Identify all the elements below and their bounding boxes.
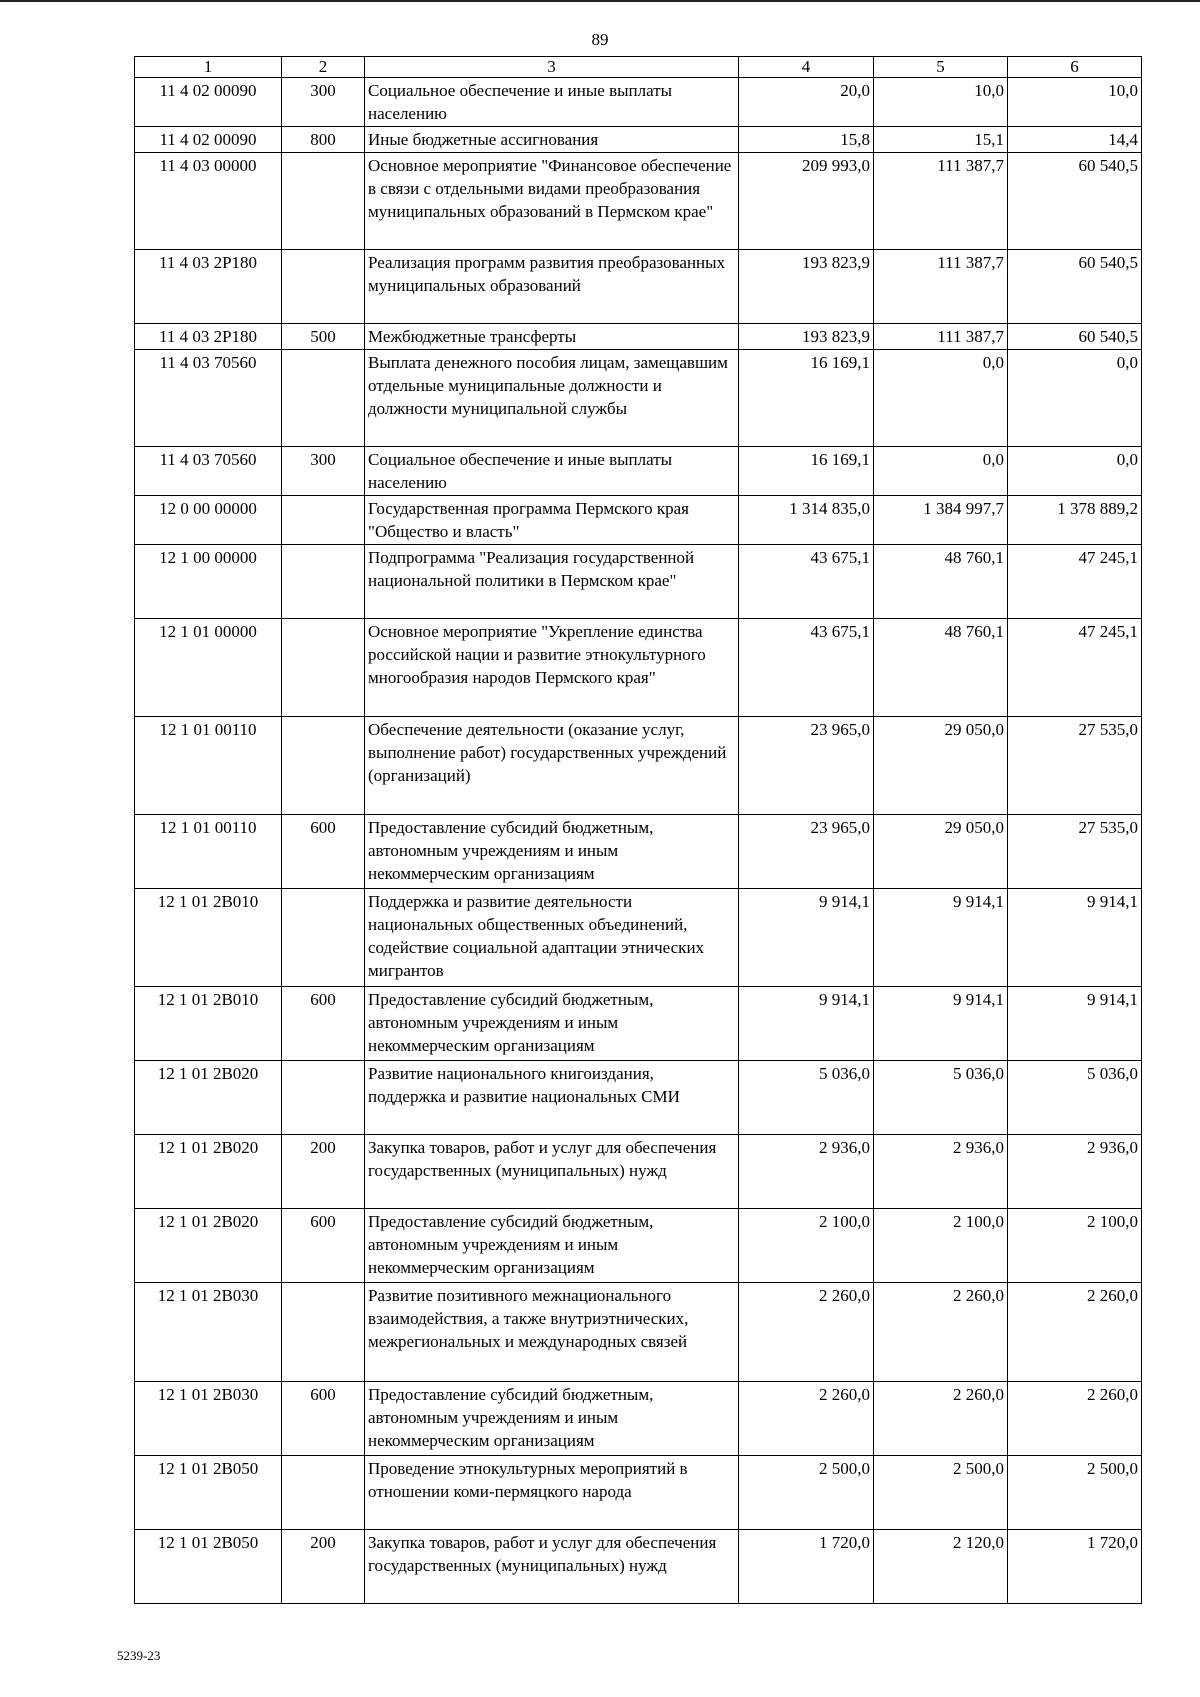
cell-value-6: 60 540,5 — [1008, 153, 1142, 250]
cell-value-5: 2 936,0 — [874, 1135, 1008, 1209]
cell-name: Социальное обеспечение и иные выплаты населению — [365, 78, 739, 127]
table-row — [135, 1530, 1142, 1604]
cell-value-5: 2 500,0 — [874, 1456, 1008, 1530]
cell-value-5: 48 760,1 — [874, 545, 1008, 619]
page-edge — [0, 0, 1200, 2]
table-row — [135, 1209, 1142, 1283]
cell-code: 12 1 01 2B050 — [135, 1456, 282, 1530]
cell-name: Основное мероприятие "Укрепление единства российской нации и развитие этнокультурного многообразия народов Пермского края" — [365, 619, 739, 717]
cell-value-4: 20,0 — [739, 78, 874, 127]
table-row — [135, 1135, 1142, 1209]
table-row — [135, 496, 1142, 545]
cell-expense-type — [282, 350, 365, 447]
cell-code: 12 1 01 00000 — [135, 619, 282, 717]
page-number: 89 — [591, 30, 609, 49]
cell-value-6: 47 245,1 — [1008, 619, 1142, 717]
table-row — [135, 619, 1142, 717]
col-header-5: 5 — [874, 57, 1008, 78]
cell-code: 11 4 02 00090 — [135, 78, 282, 127]
cell-value-6: 9 914,1 — [1008, 889, 1142, 987]
table-row — [135, 447, 1142, 496]
cell-value-6: 14,4 — [1008, 127, 1142, 153]
cell-value-6: 1 378 889,2 — [1008, 496, 1142, 545]
cell-name: Закупка товаров, работ и услуг для обеспечения государственных (муниципальных) нужд — [365, 1530, 739, 1604]
cell-value-6: 0,0 — [1008, 447, 1142, 496]
cell-code: 12 1 01 2B050 — [135, 1530, 282, 1604]
header-row — [135, 57, 1142, 78]
cell-value-4: 1 720,0 — [739, 1530, 874, 1604]
cell-name: Предоставление субсидий бюджетным, автономным учреждениям и иным некоммерческим организациям — [365, 1382, 739, 1456]
cell-value-4: 2 936,0 — [739, 1135, 874, 1209]
cell-expense-type — [282, 1283, 365, 1382]
cell-code: 12 1 01 2B020 — [135, 1061, 282, 1135]
cell-name: Иные бюджетные ассигнования — [365, 127, 739, 153]
cell-value-5: 15,1 — [874, 127, 1008, 153]
cell-value-5: 2 120,0 — [874, 1530, 1008, 1604]
table-row — [135, 1456, 1142, 1530]
cell-name: Обеспечение деятельности (оказание услуг, выполнение работ) государственных учреждений (организаций) — [365, 717, 739, 815]
table-row — [135, 1283, 1142, 1382]
cell-value-5: 111 387,7 — [874, 324, 1008, 350]
cell-value-5: 29 050,0 — [874, 717, 1008, 815]
cell-expense-type: 600 — [282, 987, 365, 1061]
cell-code: 12 1 01 2B020 — [135, 1209, 282, 1283]
budget-table — [134, 56, 1142, 1604]
cell-name: Предоставление субсидий бюджетным, автономным учреждениям и иным некоммерческим организациям — [365, 1209, 739, 1283]
cell-value-5: 0,0 — [874, 447, 1008, 496]
cell-expense-type — [282, 889, 365, 987]
table-row — [135, 545, 1142, 619]
cell-code: 11 4 03 70560 — [135, 447, 282, 496]
cell-expense-type: 200 — [282, 1135, 365, 1209]
cell-name: Социальное обеспечение и иные выплаты населению — [365, 447, 739, 496]
cell-value-5: 9 914,1 — [874, 987, 1008, 1061]
table-row — [135, 1061, 1142, 1135]
cell-code: 12 1 01 2B010 — [135, 987, 282, 1061]
cell-value-6: 5 036,0 — [1008, 1061, 1142, 1135]
cell-expense-type: 600 — [282, 815, 365, 889]
cell-value-6: 27 535,0 — [1008, 717, 1142, 815]
cell-value-6: 1 720,0 — [1008, 1530, 1142, 1604]
cell-name: Основное мероприятие "Финансовое обеспечение в связи с отдельными видами преобразования муниципальных образований в Пермском крае" — [365, 153, 739, 250]
cell-value-5: 111 387,7 — [874, 153, 1008, 250]
cell-value-6: 2 260,0 — [1008, 1382, 1142, 1456]
cell-expense-type — [282, 717, 365, 815]
cell-value-5: 111 387,7 — [874, 250, 1008, 324]
table-row — [135, 815, 1142, 889]
cell-value-4: 193 823,9 — [739, 324, 874, 350]
cell-value-6: 60 540,5 — [1008, 250, 1142, 324]
cell-code: 12 1 01 2B020 — [135, 1135, 282, 1209]
cell-expense-type: 200 — [282, 1530, 365, 1604]
cell-name: Развитие позитивного межнационального взаимодействия, а также внутриэтнических, межрегиональных и международных связей — [365, 1283, 739, 1382]
cell-value-4: 15,8 — [739, 127, 874, 153]
cell-value-5: 29 050,0 — [874, 815, 1008, 889]
cell-value-4: 16 169,1 — [739, 447, 874, 496]
cell-code: 12 1 01 2B010 — [135, 889, 282, 987]
cell-code: 12 1 01 00110 — [135, 717, 282, 815]
cell-value-6: 2 100,0 — [1008, 1209, 1142, 1283]
cell-expense-type: 300 — [282, 447, 365, 496]
cell-value-4: 2 500,0 — [739, 1456, 874, 1530]
cell-code: 11 4 03 2P180 — [135, 250, 282, 324]
cell-value-5: 2 260,0 — [874, 1382, 1008, 1456]
cell-value-4: 9 914,1 — [739, 889, 874, 987]
table-row — [135, 153, 1142, 250]
cell-expense-type: 800 — [282, 127, 365, 153]
cell-value-5: 2 260,0 — [874, 1283, 1008, 1382]
cell-value-6: 27 535,0 — [1008, 815, 1142, 889]
cell-value-5: 2 100,0 — [874, 1209, 1008, 1283]
cell-code: 12 0 00 00000 — [135, 496, 282, 545]
table-row — [135, 717, 1142, 815]
cell-code: 11 4 02 00090 — [135, 127, 282, 153]
table-row — [135, 324, 1142, 350]
cell-expense-type: 600 — [282, 1209, 365, 1283]
cell-name: Развитие национального книгоиздания, поддержка и развитие национальных СМИ — [365, 1061, 739, 1135]
cell-code: 11 4 03 00000 — [135, 153, 282, 250]
cell-code: 12 1 01 00110 — [135, 815, 282, 889]
cell-name: Реализация программ развития преобразованных муниципальных образований — [365, 250, 739, 324]
cell-value-6: 0,0 — [1008, 350, 1142, 447]
cell-expense-type — [282, 1061, 365, 1135]
cell-expense-type — [282, 1456, 365, 1530]
cell-name: Подпрограмма "Реализация государственной национальной политики в Пермском крае" — [365, 545, 739, 619]
cell-value-4: 2 100,0 — [739, 1209, 874, 1283]
cell-expense-type — [282, 619, 365, 717]
col-header-2: 2 — [282, 57, 365, 78]
col-header-3: 3 — [365, 57, 739, 78]
col-header-4: 4 — [739, 57, 874, 78]
cell-expense-type: 600 — [282, 1382, 365, 1456]
cell-value-4: 2 260,0 — [739, 1283, 874, 1382]
cell-name: Проведение этнокультурных мероприятий в отношении коми-пермяцкого народа — [365, 1456, 739, 1530]
col-header-1: 1 — [135, 57, 282, 78]
cell-name: Закупка товаров, работ и услуг для обеспечения государственных (муниципальных) нужд — [365, 1135, 739, 1209]
cell-code: 11 4 03 2P180 — [135, 324, 282, 350]
cell-expense-type — [282, 496, 365, 545]
cell-name: Предоставление субсидий бюджетным, автономным учреждениям и иным некоммерческим организациям — [365, 815, 739, 889]
cell-code: 12 1 01 2B030 — [135, 1283, 282, 1382]
cell-name: Межбюджетные трансферты — [365, 324, 739, 350]
cell-value-4: 5 036,0 — [739, 1061, 874, 1135]
cell-value-4: 1 314 835,0 — [739, 496, 874, 545]
cell-value-4: 43 675,1 — [739, 619, 874, 717]
cell-expense-type — [282, 545, 365, 619]
col-header-6: 6 — [1008, 57, 1142, 78]
cell-value-6: 10,0 — [1008, 78, 1142, 127]
cell-value-5: 0,0 — [874, 350, 1008, 447]
cell-value-5: 5 036,0 — [874, 1061, 1008, 1135]
table-row — [135, 889, 1142, 987]
document-code: 5239-23 — [117, 1648, 161, 1663]
cell-value-6: 2 936,0 — [1008, 1135, 1142, 1209]
cell-value-6: 2 260,0 — [1008, 1283, 1142, 1382]
cell-value-6: 2 500,0 — [1008, 1456, 1142, 1530]
cell-value-4: 43 675,1 — [739, 545, 874, 619]
cell-expense-type: 500 — [282, 324, 365, 350]
cell-expense-type — [282, 153, 365, 250]
cell-value-6: 60 540,5 — [1008, 324, 1142, 350]
table-row — [135, 350, 1142, 447]
cell-name: Предоставление субсидий бюджетным, автономным учреждениям и иным некоммерческим организациям — [365, 987, 739, 1061]
cell-value-4: 23 965,0 — [739, 717, 874, 815]
cell-value-5: 48 760,1 — [874, 619, 1008, 717]
cell-value-6: 47 245,1 — [1008, 545, 1142, 619]
cell-expense-type: 300 — [282, 78, 365, 127]
cell-value-5: 1 384 997,7 — [874, 496, 1008, 545]
cell-name: Выплата денежного пособия лицам, замещавшим отдельные муниципальные должности и должности муниципальной службы — [365, 350, 739, 447]
cell-code: 12 1 01 2B030 — [135, 1382, 282, 1456]
cell-value-4: 9 914,1 — [739, 987, 874, 1061]
cell-name: Поддержка и развитие деятельности национальных общественных объединений, содействие социальной адаптации этнических мигрантов — [365, 889, 739, 987]
cell-name: Государственная программа Пермского края "Общество и власть" — [365, 496, 739, 545]
cell-code: 12 1 00 00000 — [135, 545, 282, 619]
table-row — [135, 987, 1142, 1061]
cell-expense-type — [282, 250, 365, 324]
cell-value-4: 16 169,1 — [739, 350, 874, 447]
table-row — [135, 250, 1142, 324]
table-row — [135, 127, 1142, 153]
cell-value-6: 9 914,1 — [1008, 987, 1142, 1061]
cell-value-4: 209 993,0 — [739, 153, 874, 250]
table-row — [135, 1382, 1142, 1456]
table-row — [135, 78, 1142, 127]
cell-value-4: 23 965,0 — [739, 815, 874, 889]
cell-code: 11 4 03 70560 — [135, 350, 282, 447]
cell-value-4: 193 823,9 — [739, 250, 874, 324]
cell-value-5: 10,0 — [874, 78, 1008, 127]
cell-value-4: 2 260,0 — [739, 1382, 874, 1456]
cell-value-5: 9 914,1 — [874, 889, 1008, 987]
